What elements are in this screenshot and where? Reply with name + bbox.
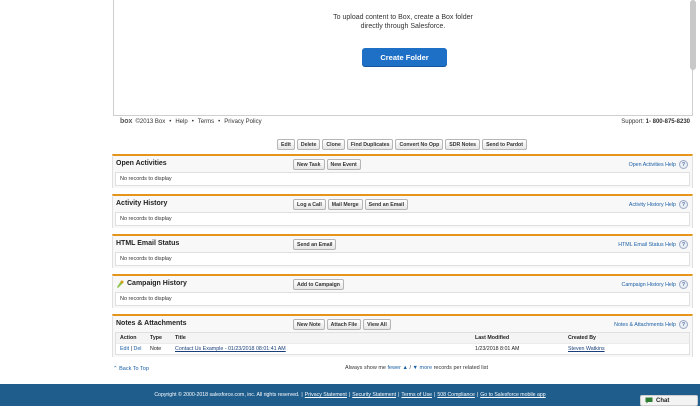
notes-table — [115, 332, 690, 355]
table-header — [116, 333, 689, 344]
scrollbar[interactable] — [690, 0, 696, 70]
edit-button[interactable]: Edit — [277, 139, 295, 150]
chat-label: Chat — [656, 397, 670, 404]
empty-message: No records to display — [115, 252, 690, 266]
html-email-status-help-link[interactable]: HTML Email Status Help — [618, 241, 676, 248]
fewer-link[interactable]: fewer — [387, 365, 401, 371]
send-an-email-button[interactable]: Send an Email — [293, 239, 336, 250]
campaign-icon — [115, 279, 125, 291]
html-email-status-title: HTML Email Status — [116, 240, 180, 247]
column-header: Type — [150, 335, 162, 341]
show-me-control — [345, 365, 488, 371]
box-message-line2: directly through Salesforce. — [360, 23, 446, 30]
empty-message: No records to display — [115, 292, 690, 306]
send-to-pardot-button[interactable]: Send to Pardot — [482, 139, 527, 150]
chat-button[interactable] — [640, 395, 698, 406]
page-footer: Copyright © 2000-2018 salesforce.com, inc. All rights reserved. | Privacy Statement | Security Statement | Terms of Use | 508 Compliance | Go to Salesforce mobile app — [0, 384, 700, 406]
chat-icon — [645, 397, 653, 404]
delete-button[interactable]: Delete — [297, 139, 321, 150]
note-title-link[interactable]: Contact Us Example - 01/23/2018 08:01:41 AM — [175, 346, 286, 352]
last-modified: 1/23/2018 8:01 AM — [475, 346, 520, 352]
note-type: Note — [150, 346, 162, 352]
campaign-history-help-link[interactable]: Campaign History Help — [621, 281, 676, 288]
help-icon[interactable]: ? — [679, 200, 688, 209]
html-email-status-list — [112, 234, 693, 268]
empty-message: No records to display — [115, 212, 690, 226]
table-row — [116, 344, 689, 354]
row-actions — [116, 346, 150, 352]
column-header: Created By — [568, 335, 596, 341]
created-by-link[interactable]: Steven Watkins — [568, 346, 605, 352]
log-a-call-button[interactable]: Log a Call — [293, 199, 326, 210]
detail-button-bar — [113, 139, 691, 150]
help-icon[interactable]: ? — [679, 240, 688, 249]
box-help-link[interactable]: Help — [175, 118, 188, 125]
box-copyright: ©2013 Box — [135, 118, 166, 125]
view-all-button[interactable]: View All — [363, 319, 391, 330]
add-to-campaign-button[interactable]: Add to Campaign — [293, 279, 344, 290]
back-to-top-label: Back To Top — [119, 366, 149, 372]
sdr-notes-button[interactable]: SDR Notes — [445, 139, 480, 150]
mail-merge-button[interactable]: Mail Merge — [328, 199, 363, 210]
new-task-button[interactable]: New Task — [293, 159, 325, 170]
box-message-line1: To upload content to Box, create a Box folder — [333, 14, 473, 21]
down-arrow-icon: ▼ — [412, 365, 418, 371]
footer-copyright: Copyright © 2000-2018 salesforce.com, inc. All rights reserved. — [154, 392, 300, 398]
column-header: Action — [120, 335, 137, 341]
up-arrow-icon: ▲ — [402, 365, 408, 371]
convert-no-opp-button[interactable]: Convert No Opp — [395, 139, 443, 150]
compliance-link[interactable]: 508 Compliance — [437, 392, 475, 398]
find-duplicates-button[interactable]: Find Duplicates — [347, 139, 394, 150]
show-me-suffix: records per related list — [433, 365, 488, 371]
terms-of-use-link[interactable]: Terms of Use — [401, 392, 432, 398]
more-link[interactable]: more — [419, 365, 433, 371]
box-terms-link[interactable]: Terms — [197, 118, 215, 125]
new-note-button[interactable]: New Note — [293, 319, 325, 330]
new-event-button[interactable]: New Event — [327, 159, 361, 170]
box-frame — [113, 0, 693, 116]
create-folder-button[interactable]: Create Folder — [362, 48, 447, 66]
box-message — [114, 13, 692, 31]
back-to-top-link[interactable] — [113, 366, 149, 372]
notes-attachments-title: Notes & Attachments — [116, 320, 187, 327]
activity-history-list — [112, 194, 693, 228]
box-support — [621, 119, 690, 125]
privacy-statement-link[interactable]: Privacy Statement — [304, 392, 347, 398]
support-number: 1- 800-875-8230 — [645, 118, 690, 125]
box-logo: box — [120, 118, 133, 125]
mobile-app-link[interactable]: Go to Salesforce mobile app — [480, 392, 546, 398]
open-activities-title: Open Activities — [116, 160, 167, 167]
activity-history-title: Activity History — [116, 200, 168, 207]
notes-attachments-help-link[interactable]: Notes & Attachments Help — [614, 321, 676, 328]
send-an-email-button[interactable]: Send an Email — [365, 199, 408, 210]
notes-attachments-list — [112, 314, 693, 357]
show-me-separator: / — [409, 365, 411, 371]
edit-link[interactable]: Edit — [120, 346, 130, 352]
security-statement-link[interactable]: Security Statement — [352, 392, 397, 398]
bullet-icon: • — [218, 118, 221, 125]
action-separator: | — [130, 346, 133, 352]
support-label: Support: — [621, 118, 644, 125]
box-footer — [120, 117, 690, 126]
column-header: Last Modified — [475, 335, 510, 341]
clone-button[interactable]: Clone — [322, 139, 344, 150]
bullet-icon: • — [169, 118, 172, 125]
del-link[interactable]: Del — [133, 346, 142, 352]
up-arrow-icon: ⌃ — [113, 366, 118, 372]
column-header: Title — [175, 335, 186, 341]
open-activities-list — [112, 154, 693, 188]
help-icon[interactable]: ? — [679, 280, 688, 289]
campaign-history-title: Campaign History — [127, 280, 187, 287]
help-icon[interactable]: ? — [679, 320, 688, 329]
show-me-prefix: Always show me — [345, 365, 386, 371]
bullet-icon: • — [191, 118, 194, 125]
attach-file-button[interactable]: Attach File — [327, 319, 362, 330]
box-privacy-link[interactable]: Privacy Policy — [224, 118, 262, 125]
open-activities-help-link[interactable]: Open Activities Help — [628, 161, 676, 168]
activity-history-help-link[interactable]: Activity History Help — [628, 201, 676, 208]
campaign-history-list — [112, 274, 693, 308]
help-icon[interactable]: ? — [679, 160, 688, 169]
empty-message: No records to display — [115, 172, 690, 186]
